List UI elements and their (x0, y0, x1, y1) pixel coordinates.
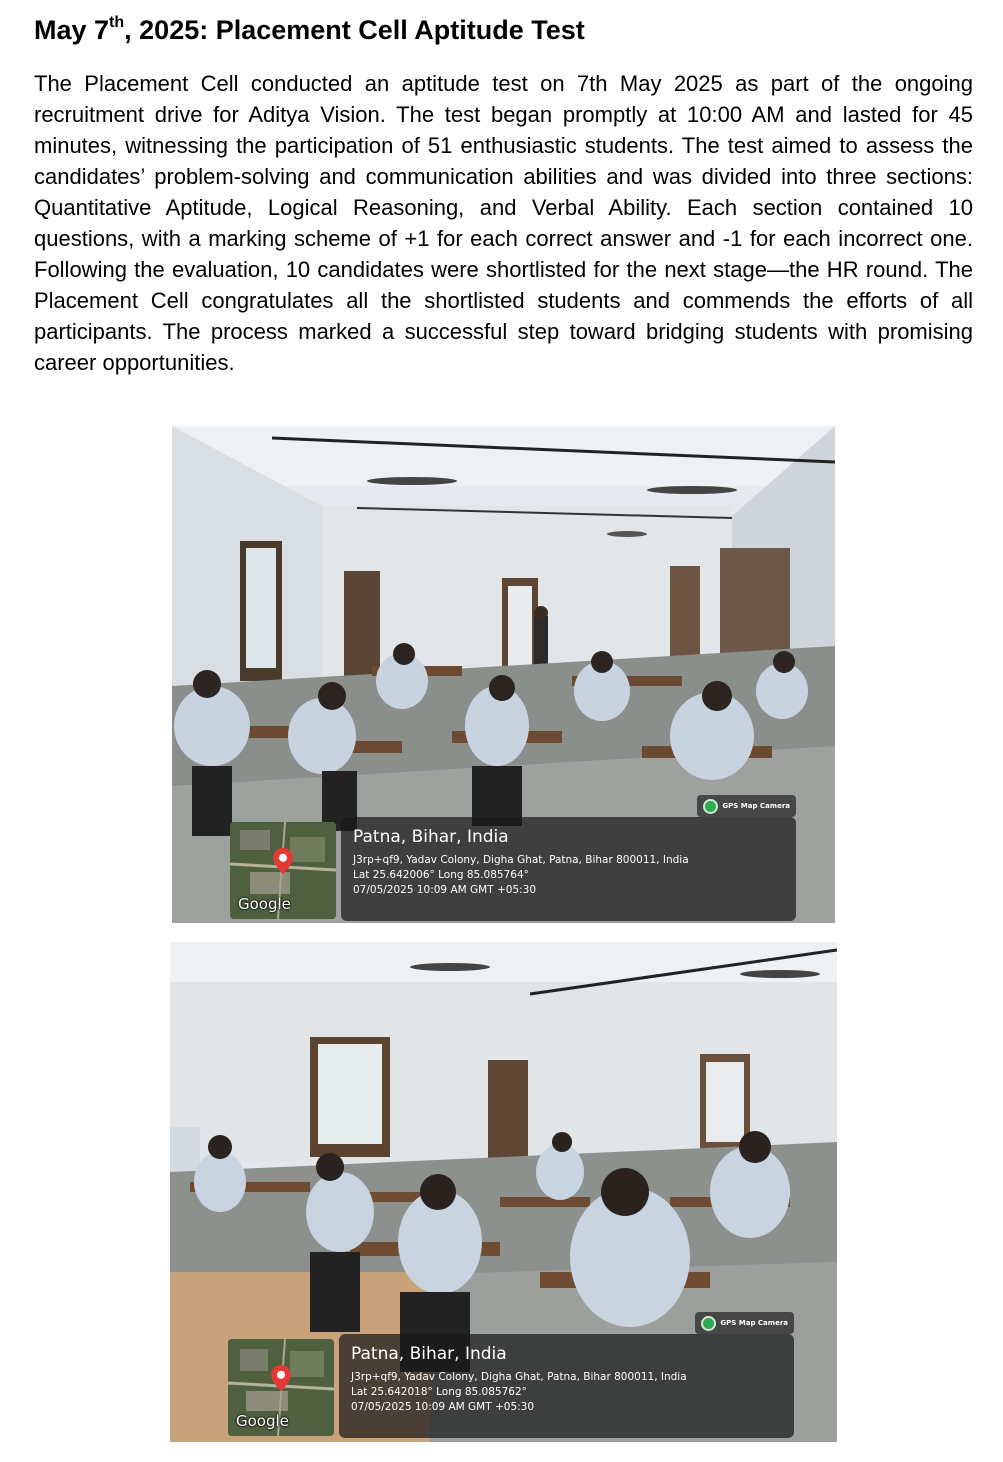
map-pin-icon-2 (271, 1365, 291, 1391)
gps-camera-label-2: GPS Map Camera (720, 1319, 788, 1327)
gps-camera-badge-1 (697, 795, 796, 817)
map-pin-icon-1 (273, 848, 293, 874)
gps-camera-icon-2 (701, 1316, 716, 1331)
gps-camera-label-1: GPS Map Camera (722, 802, 790, 810)
page-title (34, 12, 585, 48)
gps-camera-icon-1 (703, 799, 718, 814)
location-place-2: Patna, Bihar, India (351, 1344, 507, 1364)
location-coords-2: Lat 25.642018° Long 85.085762° (351, 1386, 527, 1398)
gps-camera-badge-2 (695, 1312, 794, 1334)
location-timestamp-1: 07/05/2025 10:09 AM GMT +05:30 (353, 884, 537, 896)
map-thumbnail-2 (228, 1339, 334, 1436)
location-info-panel-1 (341, 802, 796, 921)
classroom-photo-1 (172, 426, 835, 923)
location-place-1: Patna, Bihar, India (353, 827, 509, 847)
location-timestamp-2: 07/05/2025 10:09 AM GMT +05:30 (351, 1401, 535, 1413)
location-address-1: J3rp+qf9, Yadav Colony, Digha Ghat, Patna, Bihar 800011, India (353, 854, 689, 866)
location-coords-1: Lat 25.642006° Long 85.085764° (353, 869, 529, 881)
geotag-overlay-1 (230, 802, 790, 919)
google-watermark-1: Google (238, 895, 291, 913)
event-description: The Placement Cell conducted an aptitude test on 7th May 2025 as part of the ongoing recruitment drive for Aditya Vision. The test began promptly at 10:00 AM and lasted for 45 minutes, witnessing the participation of 51 enthusiastic students. The test aimed to assess the candidates’ problem-solving and communication abilities and was divided into three sections: Quantitative Aptitude, Logical Reasoning, and Verbal Ability. Each section contained 10 questions, with a marking scheme of +1 for each correct answer and -1 for each incorrect one. Following the evaluation, 10 candidates were shortlisted for the next stage—the HR round. The Placement Cell congratulates all the shortlisted students and commends the efforts of all participants. The process marked a successful step toward bridging students with promising career opportunities. (34, 71, 973, 375)
location-address-2: J3rp+qf9, Yadav Colony, Digha Ghat, Patna, Bihar 800011, India (351, 1371, 687, 1383)
title-date: May 7 (34, 15, 110, 45)
location-info-panel-2 (339, 1319, 794, 1438)
geotag-overlay-2 (228, 1319, 788, 1436)
google-watermark-2: Google (236, 1412, 289, 1430)
map-thumbnail-1 (230, 822, 336, 919)
title-rest: , 2025: Placement Cell Aptitude Test (124, 15, 585, 45)
title-ordinal: th (109, 14, 125, 31)
classroom-photo-2 (170, 942, 837, 1442)
